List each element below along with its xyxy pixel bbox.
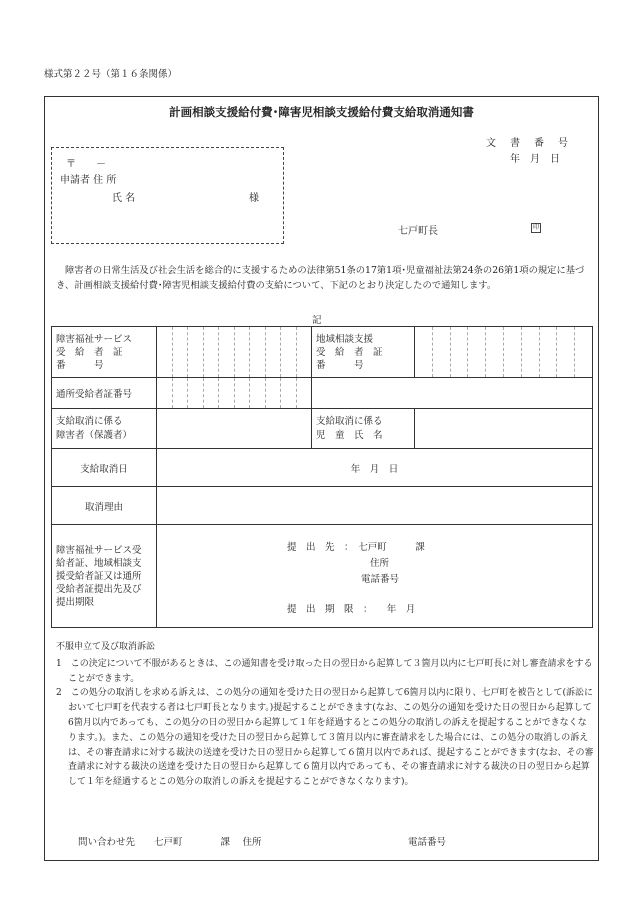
table-row bbox=[52, 327, 593, 378]
table-row bbox=[52, 378, 593, 409]
honorific: 様 bbox=[249, 193, 259, 204]
table-row bbox=[52, 409, 593, 449]
notes-heading: 不服申立て及び取消訴訟 bbox=[56, 642, 156, 652]
table-row bbox=[52, 487, 593, 525]
cancel-reason-field[interactable] bbox=[157, 487, 593, 525]
regional-cert-label: 地域相談支援 受 給 者 証 番 号 bbox=[312, 327, 415, 378]
welfare-cert-number-field[interactable] bbox=[157, 327, 312, 378]
appeal-notes bbox=[56, 640, 594, 790]
cancel-date-label: 支給取消日 bbox=[52, 449, 157, 487]
cancel-child-field[interactable] bbox=[415, 409, 593, 449]
submit-phone-label: 電話番号 bbox=[361, 574, 400, 585]
address-box bbox=[51, 147, 284, 244]
notice-table bbox=[51, 326, 593, 628]
postal-code-label: 〒 － bbox=[66, 159, 106, 170]
seal-mark: 印 bbox=[532, 224, 539, 231]
contact-phone-label: 電話番号 bbox=[408, 837, 447, 848]
notes-item-2: 2 この処分の取消しを求める訴えは、この処分の通知を受けた日の翌日から起算して6箇月以内に限り、七戸町を被告として(訴訟において七戸町を代表する者は七戸町長となります。)提起することができます(なお、この処分の通知を受けた日の翌日から起算して6箇月以内であっても、この処分の日の翌日から起算して１年を経過するとこの処分の取消しの訴えを提起することができなくなります。)。また、この処分の通知を受けた日の翌日から起算して３箇月以内に審査請求をした場合には、この処分の取消しの訴えは、その審査請求に対する裁決の送達を受けた日の翌日から起算して６箇月以内であれば、提起することができます(なお、その審査請求に対する裁決の送達を受けた日の翌日から起算して６箇月以内であっても、その審査請求に対する裁決の日の翌日から起算して１年を経過するとこの処分の取消しの訴えを提起することができなくなります)。 bbox=[56, 688, 594, 788]
daycare-cert-number-field[interactable] bbox=[157, 378, 312, 409]
regional-cert-number-field[interactable] bbox=[415, 327, 593, 378]
document-number-label: 文 書 番 号 bbox=[486, 138, 570, 149]
ki-heading: 記 bbox=[312, 315, 322, 326]
applicant-address-label: 申請者 住 所 bbox=[60, 175, 117, 186]
cancel-person-field[interactable] bbox=[157, 409, 312, 449]
document-title: 計画相談支援給付費･障害児相談支援給付費支給取消通知書 bbox=[169, 105, 474, 119]
notice-body: 障害者の日常生活及び社会生活を総合的に支援するための法律第51条の17第1項･児童福祉法第24条の26第1項の規定に基づき、計画相談支援給付費･障害児相談支援給付費の支給について、下記のとおり決定したので通知します。 bbox=[56, 265, 585, 292]
daycare-cert-label: 通所受給者証番号 bbox=[52, 378, 157, 409]
cancel-person-label: 支給取消に係る 障害者（保護者） bbox=[52, 409, 157, 449]
submission-field[interactable] bbox=[157, 525, 593, 628]
document-date-label: 年 月 日 bbox=[510, 154, 560, 165]
issuer-name: 七戸町長 bbox=[398, 226, 438, 237]
table-row bbox=[52, 525, 593, 628]
welfare-cert-label: 障害福祉サービス 受 給 者 証 番 号 bbox=[52, 327, 157, 378]
notes-item-1: 1 この決定について不服があるときは、この通知書を受け取った日の翌日から起算して３箇月以内に七戸町長に対し審査請求をすることができます。 bbox=[56, 658, 593, 684]
contact-label: 問い合わせ先 七戸町 課 住所 bbox=[78, 837, 262, 848]
cancel-child-label: 支給取消に係る 児 童 氏 名 bbox=[312, 409, 415, 449]
submit-to-label: 提 出 先 ： 七戸町 課 bbox=[287, 542, 425, 553]
blank-cell bbox=[312, 378, 593, 409]
form-number: 様式第２２号（第１６条関係） bbox=[44, 69, 178, 80]
cancel-reason-label: 取消理由 bbox=[52, 487, 157, 525]
contact-line bbox=[78, 834, 447, 848]
table-row bbox=[52, 449, 593, 487]
submission-label: 障害福祉サービス受 給者証、地域相談支 援受給者証又は通所 受給者証提出先及び 提出期限 bbox=[52, 525, 157, 628]
applicant-name-label: 氏 名 bbox=[112, 193, 136, 204]
cancel-date-field[interactable]: 年 月 日 bbox=[157, 449, 593, 487]
submit-address-label: 住所 bbox=[370, 558, 390, 569]
submit-deadline-label: 提 出 期 限 ： 年 月 bbox=[287, 604, 416, 615]
